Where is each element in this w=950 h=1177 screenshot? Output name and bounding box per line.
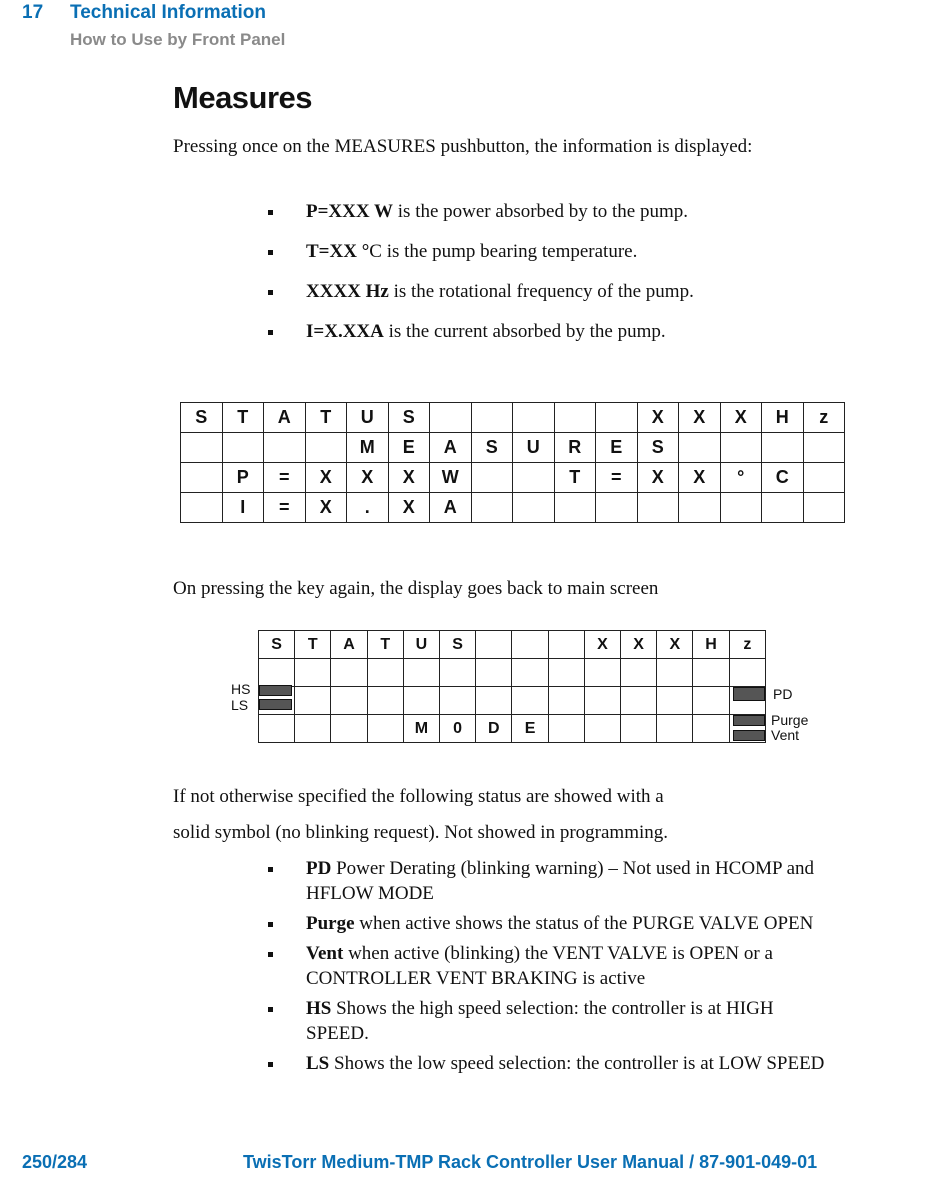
display-cell: A [331,631,367,659]
display-cell: X [621,631,657,659]
display-cell [367,659,403,687]
list-item: P=XXX W is the power absorbed by to the pump. [268,192,694,232]
display-cell [403,687,439,715]
display-cell [584,659,620,687]
display-cell [331,715,367,743]
chapter-title: Technical Information [70,2,267,23]
display-cell [596,493,638,523]
display-cell: = [264,493,306,523]
display-cell [295,659,331,687]
display-cell: X [720,403,762,433]
display-cell [621,659,657,687]
ls-label: LS [231,697,249,713]
display-cell: M [403,715,439,743]
display-cell: S [259,631,295,659]
chapter-number: 17 [22,2,44,23]
display-cell: E [512,715,548,743]
display-cell [512,659,548,687]
manual-title: TwisTorr Medium-TMP Rack Controller User Manual / 87-901-049-01 [243,1152,818,1172]
display-cell: . [347,493,389,523]
display-cell [181,463,223,493]
display-cell: S [637,433,679,463]
display-cell [554,493,596,523]
list-item: HS Shows the high speed selection: the controller is at HIGH SPEED. [268,996,828,1046]
page-number: 250/284 [22,1152,88,1172]
display-cell [222,433,264,463]
display-cell [729,659,765,687]
display-cell: D [476,715,512,743]
display-cell: X [679,403,721,433]
measures-display-grid [180,402,845,523]
display-cell [621,715,657,743]
display-cell [584,687,620,715]
display-cell: T [305,403,347,433]
display-cell: A [264,403,306,433]
display-cell [367,687,403,715]
intro-paragraph: Pressing once on the MEASURES pushbutton, the information is displayed: [173,136,753,157]
vent-indicator [733,730,765,741]
display-row [259,715,766,743]
display-cell [512,687,548,715]
vent-label: Vent [771,727,800,743]
display-cell: E [596,433,638,463]
display-cell [471,403,513,433]
display-cell [471,463,513,493]
display-cell [693,715,729,743]
display-cell [440,687,476,715]
display-cell [554,403,596,433]
display-cell: A [430,493,472,523]
display-cell [264,433,306,463]
display-cell: T [554,463,596,493]
display-row [181,403,845,433]
display-cell: U [347,403,389,433]
display-cell: X [347,463,389,493]
display-cell: X [657,631,693,659]
display-cell: S [181,403,223,433]
display-cell: 0 [440,715,476,743]
display-cell [295,715,331,743]
display-cell [476,687,512,715]
display-cell: U [513,433,555,463]
display-cell: T [222,403,264,433]
display-cell [803,433,845,463]
display-cell: I [222,493,264,523]
display-cell [548,715,584,743]
display-cell [513,463,555,493]
display-cell [548,659,584,687]
display-cell [430,403,472,433]
display-cell: = [264,463,306,493]
display-cell [512,631,548,659]
display-cell: R [554,433,596,463]
display-cell: X [637,463,679,493]
display-cell [403,659,439,687]
display-cell: S [440,631,476,659]
display-cell [331,687,367,715]
display-cell [367,715,403,743]
display-cell [181,493,223,523]
list-item: XXXX Hz is the rotational frequency of the pump. [268,272,694,312]
status-intro-line-1: If not otherwise specified the following status are showed with a [173,786,664,807]
display-cell [476,659,512,687]
page-title: Measures [173,80,313,115]
list-item: Vent when active (blinking) the VENT VALVE is OPEN or a CONTROLLER VENT BRAKING is active [268,941,828,991]
display-cell: X [637,403,679,433]
display-cell: ° [720,463,762,493]
display-cell [803,463,845,493]
display-row [259,687,766,715]
purge-indicator [733,715,765,726]
list-item: LS Shows the low speed selection: the controller is at LOW SPEED [268,1051,828,1076]
status-intro-line-2: solid symbol (no blinking request). Not showed in programming. [173,822,669,843]
ls-indicator [259,699,292,710]
display-cell: S [388,403,430,433]
display-cell [720,433,762,463]
display-cell [181,433,223,463]
display-cell [295,687,331,715]
hs-label: HS [231,681,251,697]
display-cell [305,433,347,463]
display-cell: C [762,463,804,493]
display-cell [584,715,620,743]
display-cell [548,687,584,715]
display-cell [803,493,845,523]
display-cell [259,659,295,687]
list-item: I=X.XXA is the current absorbed by the pump. [268,312,694,352]
display-cell: S [471,433,513,463]
section-title: How to Use by Front Panel [70,30,286,49]
list-item: Purge when active shows the status of the PURGE VALVE OPEN [268,911,828,936]
list-item: PD Power Derating (blinking warning) – Not used in HCOMP and HFLOW MODE [268,856,828,906]
back-paragraph: On pressing the key again, the display goes back to main screen [173,578,659,599]
display-cell: z [803,403,845,433]
display-cell [637,493,679,523]
display-cell: = [596,463,638,493]
display-cell: T [367,631,403,659]
display-cell [621,687,657,715]
display-cell [657,715,693,743]
pd-label: PD [773,686,793,702]
display-cell [548,631,584,659]
display-cell: T [295,631,331,659]
display-row [181,493,845,523]
display-cell [476,631,512,659]
display-cell [657,687,693,715]
display-cell [762,493,804,523]
display-cell [693,659,729,687]
display-cell: X [679,463,721,493]
display-cell: X [305,493,347,523]
display-cell [693,687,729,715]
list-item: T=XX °C is the pump bearing temperature. [268,232,694,272]
main-display-grid [258,630,766,743]
display-cell [596,403,638,433]
display-cell: U [403,631,439,659]
display-row [181,463,845,493]
status-list [268,856,828,1081]
purge-label: Purge [771,712,809,728]
display-cell [657,659,693,687]
measure-list [268,192,694,352]
display-cell: z [729,631,765,659]
display-cell [762,433,804,463]
display-cell [471,493,513,523]
display-cell [513,493,555,523]
display-cell: X [388,463,430,493]
display-cell [440,659,476,687]
display-cell [513,403,555,433]
display-row [259,659,766,687]
display-cell: X [388,493,430,523]
display-cell: H [693,631,729,659]
pd-indicator [733,687,765,701]
display-cell: A [430,433,472,463]
display-cell: W [430,463,472,493]
display-cell: X [305,463,347,493]
display-row [181,433,845,463]
display-cell [720,493,762,523]
display-cell: X [584,631,620,659]
display-row [259,631,766,659]
display-cell [679,433,721,463]
display-cell: M [347,433,389,463]
display-cell: P [222,463,264,493]
display-cell [679,493,721,523]
display-cell [259,715,295,743]
display-cell: E [388,433,430,463]
display-cell [331,659,367,687]
display-cell: H [762,403,804,433]
hs-indicator [259,685,292,696]
